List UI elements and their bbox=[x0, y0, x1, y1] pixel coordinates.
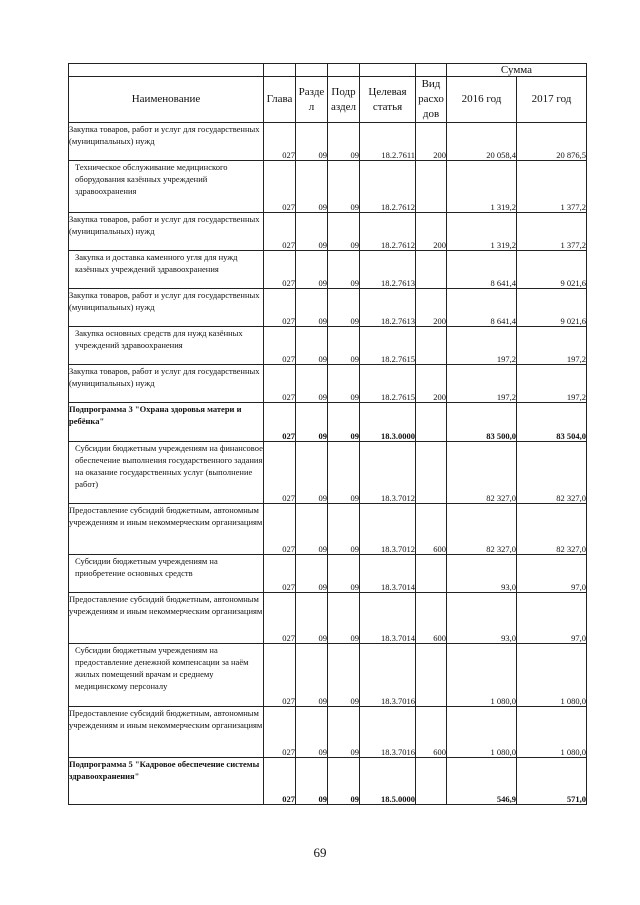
row-podrazdel: 09 bbox=[328, 327, 360, 365]
row-vid bbox=[416, 758, 447, 805]
row-razdel: 09 bbox=[296, 593, 328, 644]
row-target: 18.3.7014 bbox=[360, 593, 416, 644]
row-2017: 20 876,5 bbox=[517, 123, 587, 161]
table-row bbox=[69, 327, 587, 365]
row-name: Предоставление субсидий бюджетным, автономным учреждениям и иным некоммерческим организациям bbox=[69, 593, 264, 644]
row-razdel: 09 bbox=[296, 555, 328, 593]
row-2017: 9 021,6 bbox=[517, 251, 587, 289]
row-2017: 82 327,0 bbox=[517, 442, 587, 504]
row-podrazdel: 09 bbox=[328, 213, 360, 251]
row-glava: 027 bbox=[264, 593, 296, 644]
row-2017: 97,0 bbox=[517, 593, 587, 644]
row-razdel: 09 bbox=[296, 327, 328, 365]
row-razdel: 09 bbox=[296, 161, 328, 213]
row-podrazdel: 09 bbox=[328, 504, 360, 555]
row-glava: 027 bbox=[264, 504, 296, 555]
row-target: 18.2.7612 bbox=[360, 161, 416, 213]
row-podrazdel: 09 bbox=[328, 555, 360, 593]
header-row-main bbox=[69, 77, 587, 123]
row-2017: 197,2 bbox=[517, 327, 587, 365]
header-blank-podrazdel bbox=[328, 64, 360, 77]
row-2016: 83 500,0 bbox=[447, 403, 517, 442]
row-target: 18.2.7615 bbox=[360, 327, 416, 365]
row-glava: 027 bbox=[264, 644, 296, 707]
row-podrazdel: 09 bbox=[328, 251, 360, 289]
row-vid bbox=[416, 442, 447, 504]
row-2016: 1 080,0 bbox=[447, 644, 517, 707]
row-vid: 200 bbox=[416, 123, 447, 161]
row-vid bbox=[416, 403, 447, 442]
row-2016: 1 319,2 bbox=[447, 161, 517, 213]
header-podrazdel-line1: Подр bbox=[331, 85, 356, 98]
row-glava: 027 bbox=[264, 123, 296, 161]
row-razdel: 09 bbox=[296, 442, 328, 504]
header-razdel bbox=[296, 77, 328, 123]
page-number: 69 bbox=[313, 845, 327, 860]
row-2016: 82 327,0 bbox=[447, 442, 517, 504]
row-glava: 027 bbox=[264, 251, 296, 289]
row-2017: 1 377,2 bbox=[517, 213, 587, 251]
row-2016: 8 641,4 bbox=[447, 289, 517, 327]
row-2016: 1 080,0 bbox=[447, 707, 517, 758]
row-2016: 93,0 bbox=[447, 555, 517, 593]
row-name: Предоставление субсидий бюджетным, автономным учреждениям и иным некоммерческим организациям bbox=[69, 707, 264, 758]
row-2016: 1 319,2 bbox=[447, 213, 517, 251]
table-row bbox=[69, 403, 587, 442]
row-vid bbox=[416, 161, 447, 213]
row-glava: 027 bbox=[264, 555, 296, 593]
row-podrazdel: 09 bbox=[328, 403, 360, 442]
row-podrazdel: 09 bbox=[328, 161, 360, 213]
row-razdel: 09 bbox=[296, 707, 328, 758]
header-2017: 2017 год bbox=[517, 77, 587, 123]
row-name: Закупка товаров, работ и услуг для государственных (муниципальных) нужд bbox=[69, 289, 264, 327]
header-vid bbox=[416, 77, 447, 123]
header-name: Наименование bbox=[69, 77, 264, 123]
row-2017: 1 080,0 bbox=[517, 707, 587, 758]
table-row bbox=[69, 555, 587, 593]
row-razdel: 09 bbox=[296, 123, 328, 161]
row-vid: 200 bbox=[416, 365, 447, 403]
header-blank-razdel bbox=[296, 64, 328, 77]
row-name: Субсидии бюджетным учреждениям на финансовое обеспечение выполнения государственного задания на оказание государственных услуг (выполнение работ) bbox=[69, 442, 264, 504]
row-name: Закупка основных средств для нужд казённых учреждений здравоохранения bbox=[69, 327, 264, 365]
table-row bbox=[69, 289, 587, 327]
row-glava: 027 bbox=[264, 758, 296, 805]
table-row bbox=[69, 161, 587, 213]
row-vid bbox=[416, 555, 447, 593]
row-2016: 546,9 bbox=[447, 758, 517, 805]
row-name: Закупка товаров, работ и услуг для государственных (муниципальных) нужд bbox=[69, 213, 264, 251]
header-sum: Сумма bbox=[447, 64, 587, 77]
row-podrazdel: 09 bbox=[328, 644, 360, 707]
row-razdel: 09 bbox=[296, 213, 328, 251]
row-vid: 600 bbox=[416, 593, 447, 644]
row-2016: 8 641,4 bbox=[447, 251, 517, 289]
row-target: 18.2.7615 bbox=[360, 365, 416, 403]
row-podrazdel: 09 bbox=[328, 365, 360, 403]
row-name: Подпрограмма 3 "Охрана здоровья матери и ребёнка" bbox=[69, 403, 264, 442]
header-vid-line2: расхо bbox=[418, 93, 444, 105]
table-row bbox=[69, 593, 587, 644]
row-2017: 83 504,0 bbox=[517, 403, 587, 442]
row-podrazdel: 09 bbox=[328, 593, 360, 644]
row-glava: 027 bbox=[264, 442, 296, 504]
table-row bbox=[69, 644, 587, 707]
row-name: Предоставление субсидий бюджетным, автономным учреждениям и иным некоммерческим организациям bbox=[69, 504, 264, 555]
header-podrazdel bbox=[328, 77, 360, 123]
header-glava: Глава bbox=[264, 77, 296, 123]
row-vid: 200 bbox=[416, 213, 447, 251]
header-blank-name bbox=[69, 64, 264, 77]
header-target bbox=[360, 77, 416, 123]
row-target: 18.2.7613 bbox=[360, 251, 416, 289]
row-2017: 82 327,0 bbox=[517, 504, 587, 555]
header-podrazdel-line2: аздел bbox=[331, 100, 356, 113]
table-row bbox=[69, 442, 587, 504]
row-2016: 197,2 bbox=[447, 327, 517, 365]
row-glava: 027 bbox=[264, 403, 296, 442]
row-2017: 1 377,2 bbox=[517, 161, 587, 213]
row-glava: 027 bbox=[264, 365, 296, 403]
row-target: 18.3.7016 bbox=[360, 707, 416, 758]
row-name: Закупка товаров, работ и услуг для государственных (муниципальных) нужд bbox=[69, 123, 264, 161]
row-razdel: 09 bbox=[296, 644, 328, 707]
header-vid-line3: дов bbox=[422, 108, 440, 120]
table-row bbox=[69, 758, 587, 805]
row-name: Закупка и доставка каменного угля для нужд казённых учреждений здравоохранения bbox=[69, 251, 264, 289]
row-podrazdel: 09 bbox=[328, 289, 360, 327]
row-target: 18.3.7014 bbox=[360, 555, 416, 593]
header-blank-target bbox=[360, 64, 416, 77]
table-row bbox=[69, 504, 587, 555]
header-vid-line1: Вид bbox=[421, 78, 441, 90]
row-target: 18.2.7612 bbox=[360, 213, 416, 251]
row-razdel: 09 bbox=[296, 504, 328, 555]
header-blank-vid bbox=[416, 64, 447, 77]
row-razdel: 09 bbox=[296, 251, 328, 289]
header-row-top bbox=[69, 64, 587, 77]
header-blank-glava bbox=[264, 64, 296, 77]
header-razdel-line2: л bbox=[308, 100, 315, 113]
header-target-line1: Целевая bbox=[368, 85, 407, 98]
table-row bbox=[69, 707, 587, 758]
row-glava: 027 bbox=[264, 161, 296, 213]
row-vid bbox=[416, 327, 447, 365]
row-razdel: 09 bbox=[296, 403, 328, 442]
row-vid: 200 bbox=[416, 289, 447, 327]
header-target-line2: статья bbox=[372, 100, 403, 113]
row-target: 18.2.7611 bbox=[360, 123, 416, 161]
row-vid bbox=[416, 251, 447, 289]
row-name: Техническое обслуживание медицинского оборудования казённых учреждений здравоохранения bbox=[69, 161, 264, 213]
row-2016: 82 327,0 bbox=[447, 504, 517, 555]
row-2017: 197,2 bbox=[517, 365, 587, 403]
table-row bbox=[69, 213, 587, 251]
row-target: 18.2.7613 bbox=[360, 289, 416, 327]
row-vid bbox=[416, 644, 447, 707]
table-row bbox=[69, 251, 587, 289]
row-2016: 93,0 bbox=[447, 593, 517, 644]
row-name: Субсидии бюджетным учреждениям на предоставление денежной компенсации за наём жилых помещений врачам и среднему медицинскому персоналу bbox=[69, 644, 264, 707]
row-podrazdel: 09 bbox=[328, 758, 360, 805]
row-2017: 1 080,0 bbox=[517, 644, 587, 707]
row-target: 18.3.7012 bbox=[360, 442, 416, 504]
row-podrazdel: 09 bbox=[328, 707, 360, 758]
row-glava: 027 bbox=[264, 707, 296, 758]
row-razdel: 09 bbox=[296, 758, 328, 805]
table-row bbox=[69, 123, 587, 161]
row-glava: 027 bbox=[264, 213, 296, 251]
header-razdel-line1: Разде bbox=[298, 85, 325, 98]
row-name: Субсидии бюджетным учреждениям на приобретение основных средств bbox=[69, 555, 264, 593]
header-2016: 2016 год bbox=[447, 77, 517, 123]
row-name: Подпрограмма 5 "Кадровое обеспечение системы здравоохранения" bbox=[69, 758, 264, 805]
row-2016: 197,2 bbox=[447, 365, 517, 403]
row-razdel: 09 bbox=[296, 365, 328, 403]
row-vid: 600 bbox=[416, 504, 447, 555]
budget-table bbox=[68, 63, 587, 805]
row-target: 18.3.7016 bbox=[360, 644, 416, 707]
row-podrazdel: 09 bbox=[328, 123, 360, 161]
row-glava: 027 bbox=[264, 327, 296, 365]
table-row bbox=[69, 365, 587, 403]
row-name: Закупка товаров, работ и услуг для государственных (муниципальных) нужд bbox=[69, 365, 264, 403]
row-vid: 600 bbox=[416, 707, 447, 758]
row-2017: 9 021,6 bbox=[517, 289, 587, 327]
row-podrazdel: 09 bbox=[328, 442, 360, 504]
row-target: 18.3.0000 bbox=[360, 403, 416, 442]
row-2017: 97,0 bbox=[517, 555, 587, 593]
row-glava: 027 bbox=[264, 289, 296, 327]
row-razdel: 09 bbox=[296, 289, 328, 327]
row-2017: 571,0 bbox=[517, 758, 587, 805]
row-target: 18.3.7012 bbox=[360, 504, 416, 555]
row-2016: 20 058,4 bbox=[447, 123, 517, 161]
row-target: 18.5.0000 bbox=[360, 758, 416, 805]
